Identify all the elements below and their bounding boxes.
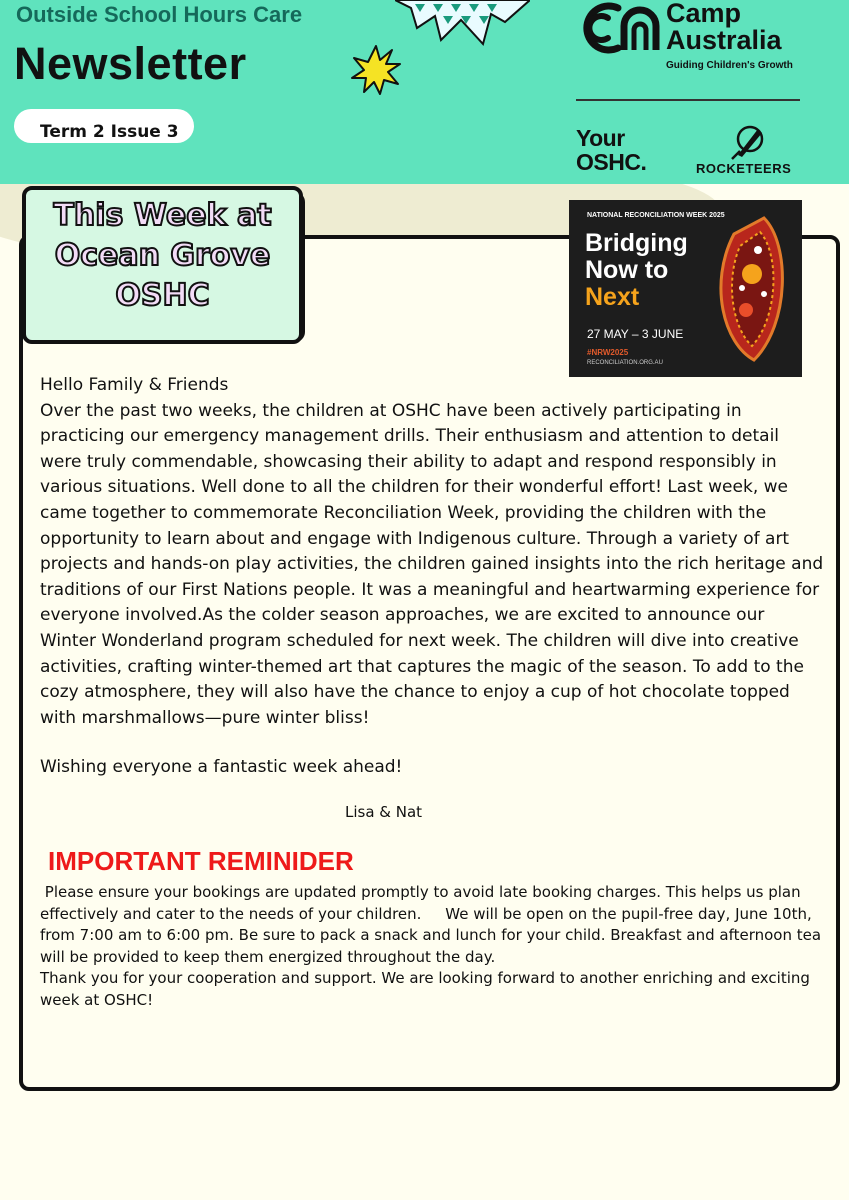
poster-hashtag: #NRW2025 (587, 348, 629, 357)
header-subtitle: Outside School Hours Care (16, 2, 303, 27)
bunting-decoration-icon (395, 0, 530, 50)
poster-eyebrow: NATIONAL RECONCILIATION WEEK 2025 (587, 212, 725, 219)
reminder-paragraph-1: Please ensure your bookings are updated promptly to avoid late booking charges. This helps us plan effectively and cater to the needs of your children. We will be open on the pupil-free day, June 10th, from 7:00 am to 6:00 pm. Be sure to pack a snack and lunch for your child. Breakfast and afternoon tea will be provided to keep them energized throughout the day. (40, 883, 826, 966)
letter-paragraph: Over the past two weeks, the children at OSHC have been actively participating in practicing our emergency management drills. Their enthusiasm and attention to detail were truly commendable, showcasing their ability to adapt and respond responsibly in various situations. Well done to all the children for their wonderful effort! Last week, we came together to commemorate Reconciliation Week, providing the children with the opportunity to learn about and engage with Indigenous culture. Through a variety of art projects and hands-on play activities, the children gained insights into the rich heritage and traditions of our First Nations people. It was a meaningful and heartwarming experience for everyone involved.As the colder season approaches, we are excited to announce our Winter Wonderland program scheduled for next week. The children will dive into creative activities, crafting winter-themed art that captures the magic of the season. To add to the cozy atmosphere, they will also have the chance to enjoy a cup of hot chocolate topped with marshmallows—pure winter bliss! (40, 400, 824, 728)
reminder-title: IMPORTANT REMINIDER (48, 846, 354, 876)
poster-line1: Bridging (585, 229, 688, 257)
letter-body (40, 373, 825, 731)
letter-greeting: Hello Family & Friends (40, 375, 229, 395)
newsletter-header (0, 0, 849, 184)
rocketeers-logo: ROCKETEERS (696, 161, 792, 176)
feature-tag-line3: OSHC (115, 278, 210, 313)
letter-signature: Lisa & Nat (345, 803, 423, 821)
poster-dates: 27 MAY – 3 JUNE (587, 327, 684, 341)
header-title: Newsletter (14, 38, 247, 89)
reminder-body (40, 882, 825, 1011)
term-badge (14, 109, 194, 143)
term-label: Term 2 Issue 3 (40, 122, 179, 142)
poster-line3: Next (585, 283, 640, 311)
reconciliation-week-poster (569, 200, 802, 377)
brand-name-line1: Camp (666, 0, 742, 28)
star-burst-icon (350, 44, 402, 96)
indigenous-artwork-icon (694, 214, 794, 364)
letter-wishes: Wishing everyone a fantastic week ahead! (40, 757, 403, 777)
rocket-icon (728, 123, 770, 161)
your-oshc-line1: Your (576, 125, 625, 151)
poster-line2: Now to (585, 256, 669, 284)
header-divider (576, 99, 800, 101)
camp-australia-logo-icon (572, 0, 664, 56)
feature-tag-line2: Ocean Grove (54, 238, 271, 273)
reminder-paragraph-2: Thank you for your cooperation and support. We are looking forward to another enriching and exciting week at OSHC! (40, 969, 810, 1009)
your-oshc-logo (576, 126, 646, 174)
feature-tag-line1: This Week at (53, 198, 272, 233)
your-oshc-line2: OSHC. (576, 149, 647, 175)
brand-tagline: Guiding Children's Growth (666, 60, 793, 71)
feature-tag-text (22, 196, 303, 316)
brand-name-line2: Australia (666, 25, 782, 55)
poster-url: RECONCILIATION.ORG.AU (587, 360, 663, 366)
